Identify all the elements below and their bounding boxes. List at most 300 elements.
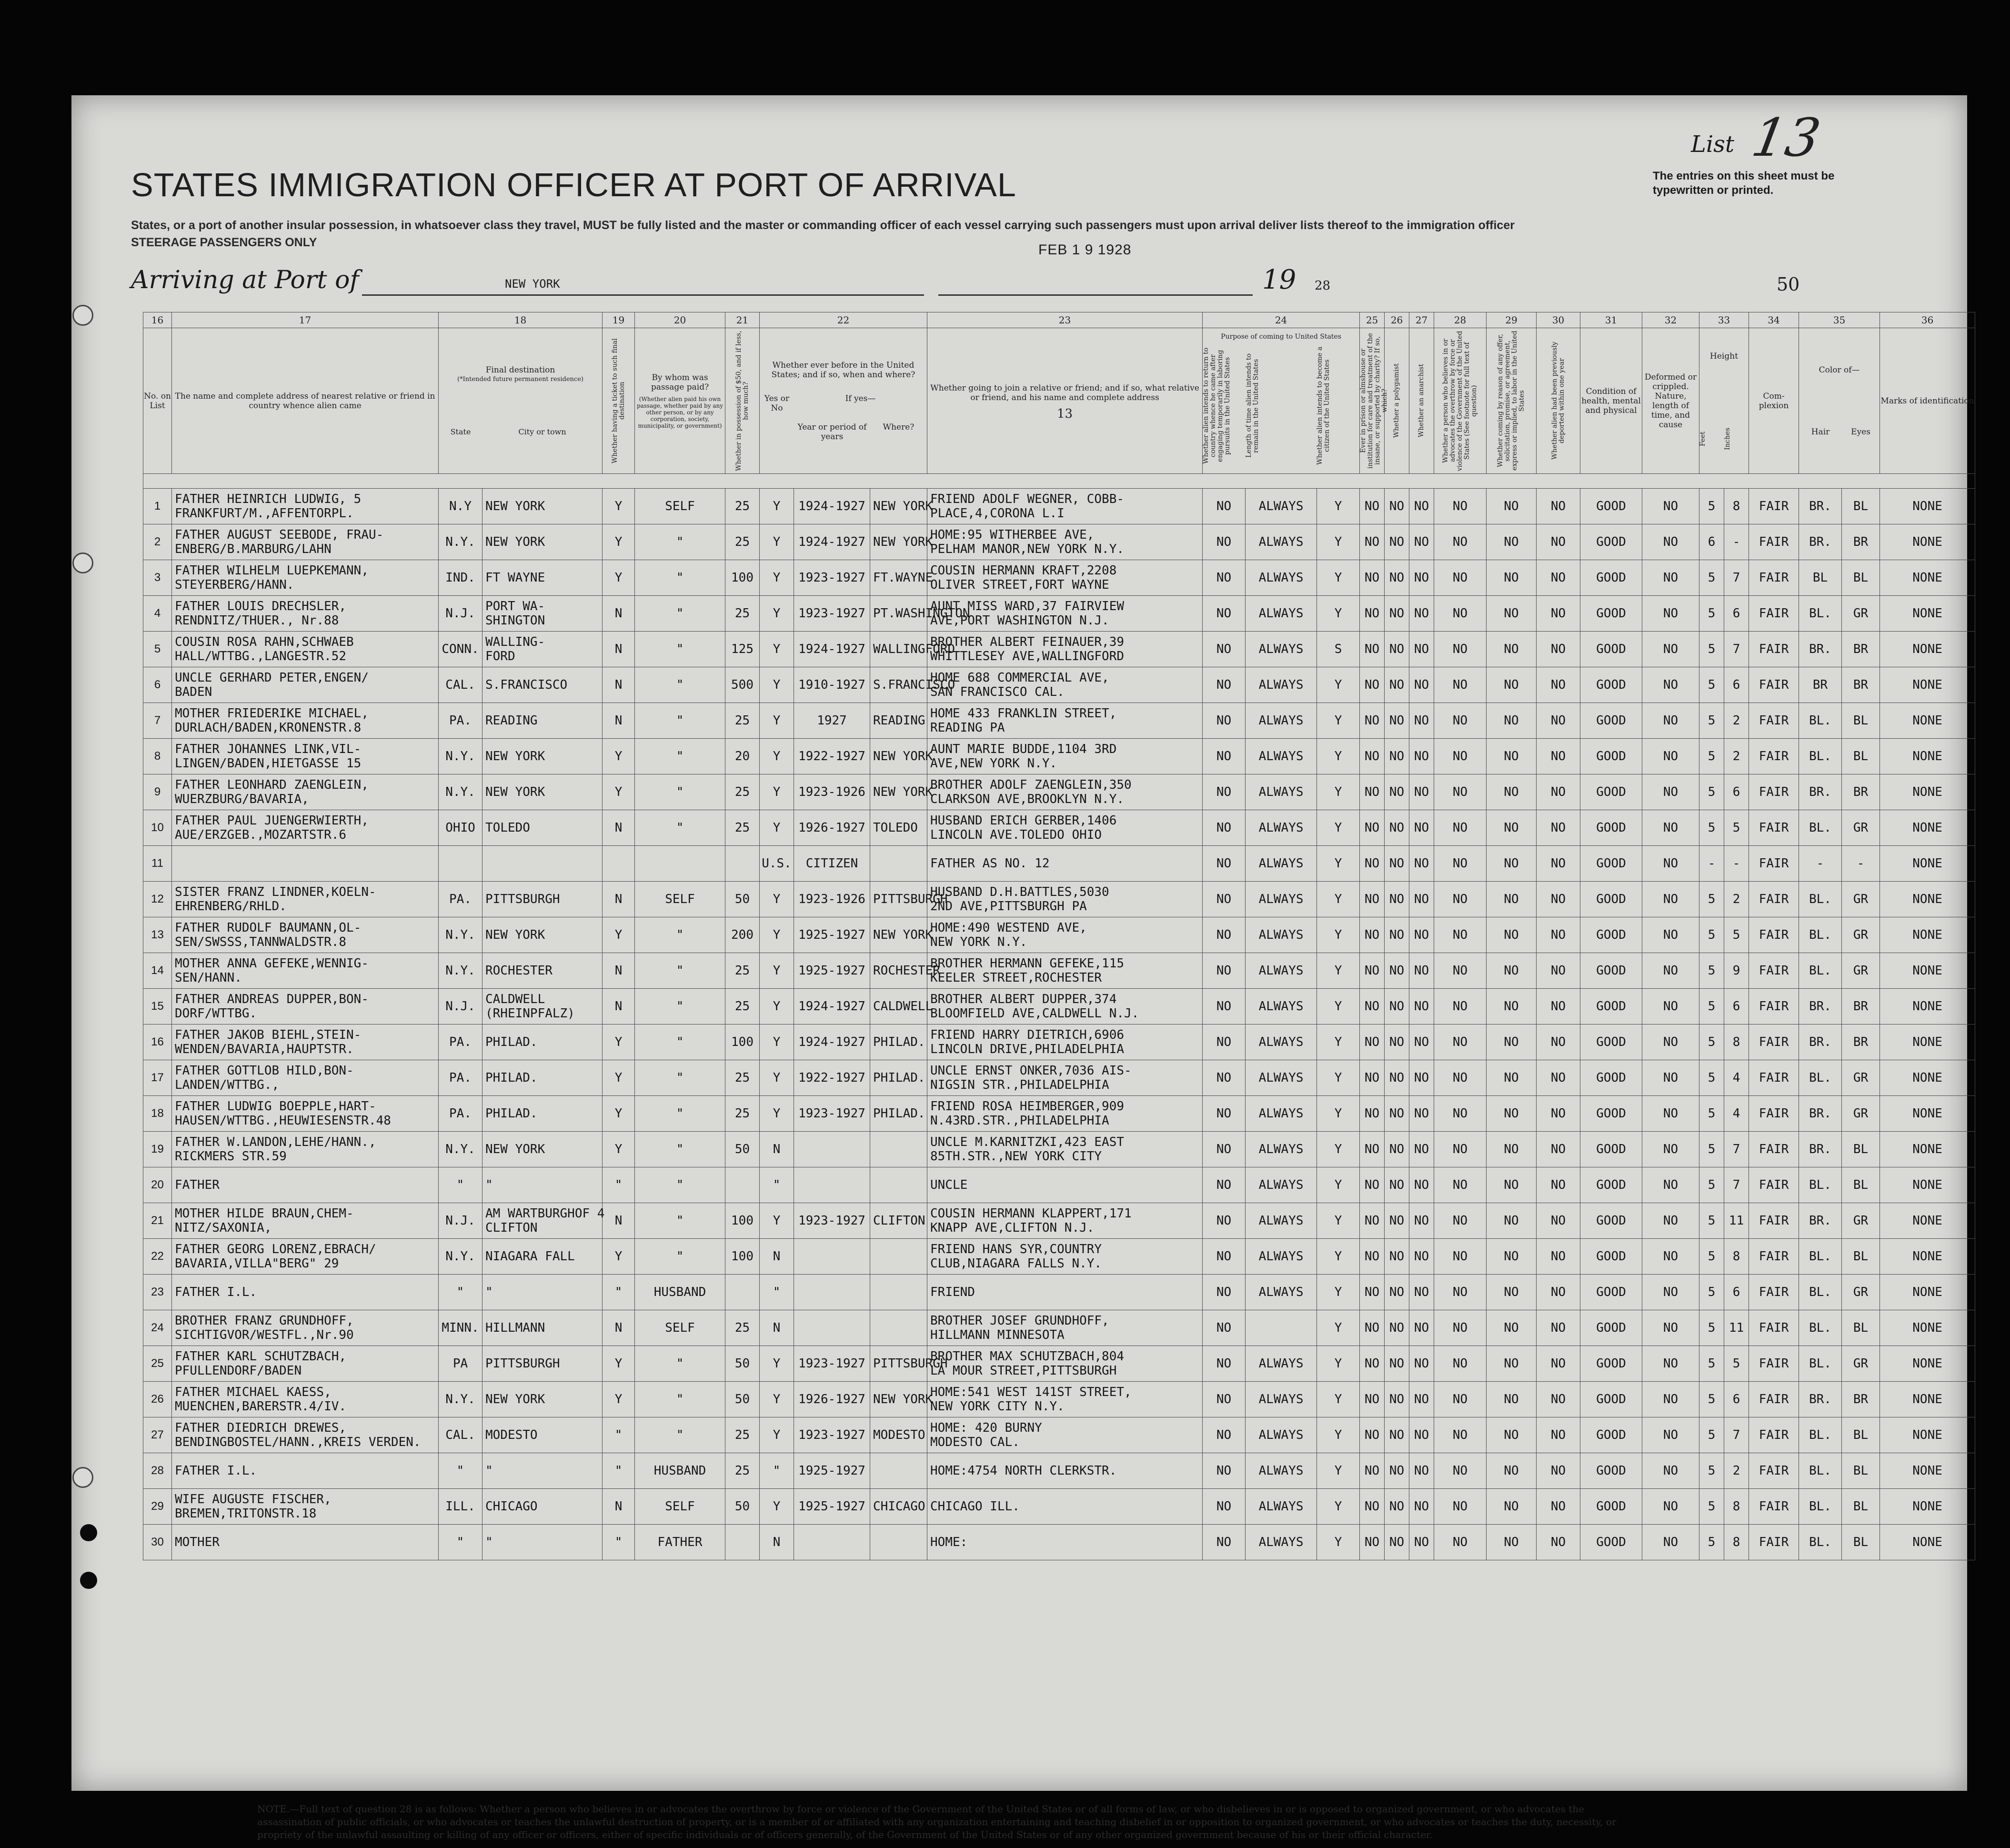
cell-hair-color: BR. [1799,1024,1842,1060]
cell-row-number: 28 [143,1453,172,1489]
cell-city-line-1: HILLMANN [485,1321,545,1335]
cell-before-years: 1924-1927 [794,989,870,1024]
cell-ticket: Y [603,489,635,524]
cell-passage-paid: " [635,1382,725,1417]
cell-state: CAL. [439,1417,482,1453]
cell-purpose-citizen: Y [1317,667,1360,703]
cell-purpose-citizen: Y [1317,1167,1360,1203]
cell-anarchist: NO [1409,1096,1434,1132]
cell-deported: NO [1537,917,1580,953]
colnum-19: 19 [603,312,635,328]
cell-deported: NO [1537,1239,1580,1275]
cell-joining-line-1: FRIEND HARRY DIETRICH,6906 [930,1028,1125,1042]
cell-joining [927,667,1203,703]
cell-purpose-length: ALWAYS [1246,1239,1317,1275]
cell-height-inches: 4 [1724,1096,1749,1132]
cell-promise: NO [1487,1060,1537,1096]
cell-ticket: N [603,596,635,632]
cell-city [482,1417,603,1453]
cell-joining-line-2: HILLMANN MINNESOTA [930,1328,1065,1342]
hdr-polygamist-text: Whether a polygamist [1393,363,1401,438]
cell-eye-color: GR [1842,917,1880,953]
table-row [143,1382,1975,1417]
cell-marks: NONE [1880,667,1975,703]
cell-before-years [794,1132,870,1167]
cell-before-years [794,1275,870,1310]
cell-joining-line-1: AUNT MARIE BUDDE,1104 3RD [930,742,1117,756]
cell-deported: NO [1537,989,1580,1024]
cell-before-where: MODESTO [870,1417,927,1453]
cell-hair-color: BL. [1799,1239,1842,1275]
cell-before-where: PITTSBURGH [870,882,927,917]
cell-joining-line-1: HUSBAND D.H.BATTLES,5030 [930,885,1109,899]
cell-polygamist: NO [1385,774,1409,810]
cell-city-line-1: NEW YORK [485,1142,545,1156]
cell-purpose-return: NO [1203,739,1246,774]
cell-city-line-2: FORD [485,649,515,663]
cell-money: 25 [725,810,760,846]
cell-complexion: FAIR [1749,1132,1799,1167]
cell-prison: NO [1360,1275,1385,1310]
cell-joining-line-2: READING PA [930,721,1005,735]
cell-hair-color: BR [1799,667,1842,703]
table-row [143,739,1975,774]
cell-nearest-relative [172,774,439,810]
cell-money: 100 [725,560,760,596]
cell-nearest-relative-line-2: EHRENBERG/RHLD. [175,899,287,914]
cell-complexion: FAIR [1749,1024,1799,1060]
cell-promise: NO [1487,810,1537,846]
cell-height-feet: 5 [1699,1167,1724,1203]
cell-eye-color: BL [1842,1417,1880,1453]
cell-promise: NO [1487,560,1537,596]
cell-city [482,1275,603,1310]
cell-row-number: 17 [143,1060,172,1096]
cell-promise: NO [1487,1239,1537,1275]
cell-passage-paid: " [635,1346,725,1382]
manifest-table [143,312,1975,1560]
cell-health: GOOD [1580,1096,1642,1132]
cell-state: N.Y. [439,739,482,774]
cell-nearest-relative [172,703,439,739]
cell-health: GOOD [1580,1346,1642,1382]
cell-money: 25 [725,1453,760,1489]
cell-purpose-length: ALWAYS [1246,1167,1317,1203]
cell-height-inches: 11 [1724,1310,1749,1346]
cell-joining [927,989,1203,1024]
cell-purpose-length: ALWAYS [1246,1453,1317,1489]
cell-hair-color: - [1799,846,1842,882]
cell-row-number: 12 [143,882,172,917]
cell-before-where: PHILAD. [870,1024,927,1060]
cell-eye-color: BL [1842,1525,1880,1560]
cell-purpose-citizen: Y [1317,560,1360,596]
cell-purpose-citizen: Y [1317,1417,1360,1453]
cell-promise: NO [1487,1167,1537,1203]
cell-purpose-length: ALWAYS [1246,1417,1317,1453]
cell-row-number: 7 [143,703,172,739]
cell-polygamist: NO [1385,882,1409,917]
cell-anarchist: NO [1409,667,1434,703]
cell-city [482,596,603,632]
cell-health: GOOD [1580,1525,1642,1560]
cell-row-number: 5 [143,632,172,667]
cell-complexion: FAIR [1749,810,1799,846]
cell-height-feet: 5 [1699,1453,1724,1489]
cell-money: 25 [725,989,760,1024]
cell-passage-paid: " [635,739,725,774]
cell-joining [927,1310,1203,1346]
cell-nearest-relative-line-1: FATHER DIEDRICH DREWES, [175,1421,347,1435]
cell-nearest-relative-line-2: FRANKFURT/M.,AFFENTORPL. [175,506,354,521]
cell-passage-paid: HUSBAND [635,1453,725,1489]
port-value: NEW YORK [505,277,560,291]
cell-purpose-return: NO [1203,560,1246,596]
cell-marks: NONE [1880,1203,1975,1239]
cell-purpose-length: ALWAYS [1246,560,1317,596]
cell-before-where: NEW YORK [870,774,927,810]
cell-prison: NO [1360,703,1385,739]
cell-state: PA. [439,1096,482,1132]
cell-passage-paid: FATHER [635,1525,725,1560]
cell-deported: NO [1537,1167,1580,1203]
cell-before-years: 1925-1927 [794,1489,870,1525]
colnum-36: 36 [1880,312,1975,328]
cell-city-line-1: " [485,1178,493,1192]
cell-city [482,1060,603,1096]
cell-hair-color: BL. [1799,703,1842,739]
cell-row-number: 4 [143,596,172,632]
cell-eye-color: BR [1842,1024,1880,1060]
cell-deformed: NO [1642,1382,1699,1417]
cell-money: 25 [725,703,760,739]
hdr-prison [1359,328,1389,474]
cell-joining [927,1382,1203,1417]
page-count: 50 [1777,274,1800,295]
cell-city [482,1489,603,1525]
cell-purpose-length: ALWAYS [1246,1275,1317,1310]
cell-overthrow: NO [1434,953,1487,989]
cell-purpose-length: ALWAYS [1246,739,1317,774]
cell-before-years [794,1525,870,1560]
cell-marks: NONE [1880,846,1975,882]
cell-joining-line-2: N.43RD.STR.,PHILADELPHIA [930,1114,1109,1128]
cell-joining-line-1: BROTHER ALBERT DUPPER,374 [930,992,1117,1006]
cell-promise: NO [1487,1310,1537,1346]
cell-eye-color: GR [1842,1060,1880,1096]
cell-city [482,882,603,917]
cell-hair-color: BL. [1799,1346,1842,1382]
cell-eye-color: GR [1842,1203,1880,1239]
cell-overthrow: NO [1434,703,1487,739]
cell-money: 50 [725,1489,760,1525]
cell-ticket: Y [603,1024,635,1060]
cell-polygamist: NO [1385,1525,1409,1560]
cell-eye-color: BL [1842,1167,1880,1203]
cell-joining-line-1: HOME 688 COMMERCIAL AVE, [930,671,1109,685]
cell-deported: NO [1537,489,1580,524]
cell-eye-color: BL [1842,703,1880,739]
cell-city-line-2: CLIFTON [485,1221,538,1235]
cell-prison: NO [1360,846,1385,882]
cell-height-feet: 5 [1699,989,1724,1024]
cell-polygamist: NO [1385,632,1409,667]
cell-deformed: NO [1642,632,1699,667]
cell-ticket: Y [603,1239,635,1275]
cell-eye-color: BL [1842,1489,1880,1525]
cell-nearest-relative-line-2: LINGEN/BADEN,HIETGASSE 15 [175,756,362,771]
cell-purpose-citizen: Y [1317,524,1360,560]
cell-city-line-1: PHILAD. [485,1106,538,1121]
cell-complexion: FAIR [1749,489,1799,524]
cell-health: GOOD [1580,739,1642,774]
cell-height-feet: 5 [1699,560,1724,596]
cell-purpose-length: ALWAYS [1246,596,1317,632]
cell-money: 25 [725,953,760,989]
hdr-promise [1487,328,1537,474]
cell-state: ILL. [439,1489,482,1525]
date-underline [938,294,1253,296]
year-prefix: 19 [1262,264,1296,295]
cell-complexion: FAIR [1749,917,1799,953]
cell-nearest-relative-line-1: FATHER KARL SCHUTZBACH, [175,1349,347,1364]
hdr-anarchist [1409,328,1434,474]
hdr-inches: Inches [1723,428,1731,450]
cell-nearest-relative [172,846,439,882]
binder-hole [72,1467,93,1488]
cell-height-feet: 5 [1699,1203,1724,1239]
cell-nearest-relative-line-2: WENDEN/BAVARIA,HAUPTSTR. [175,1042,354,1056]
cell-ticket: " [603,1167,635,1203]
cell-polygamist: NO [1385,1382,1409,1417]
cell-joining-line-2: NEW YORK N.Y. [930,935,1027,949]
cell-anarchist: NO [1409,489,1434,524]
hdr-before-us-title: Whether ever before in the United States; and if so, when and where? [771,360,915,380]
cell-deported: NO [1537,774,1580,810]
cell-promise: NO [1487,1024,1537,1060]
cell-city-line-1: NEW YORK [485,535,545,549]
cell-state: N.J. [439,989,482,1024]
cell-purpose-return: NO [1203,917,1246,953]
cell-purpose-length: ALWAYS [1246,1060,1317,1096]
cell-anarchist: NO [1409,917,1434,953]
cell-anarchist: NO [1409,703,1434,739]
hdr-no-on-list: No. on List [143,328,172,474]
cell-marks: NONE [1880,1417,1975,1453]
cell-state: IND. [439,560,482,596]
cell-purpose-citizen: Y [1317,1239,1360,1275]
page-title: STATES IMMIGRATION OFFICER AT PORT OF ARRIVAL [131,166,1016,203]
cell-prison: NO [1360,774,1385,810]
cell-height-inches: 6 [1724,1275,1749,1310]
cell-purpose-length: ALWAYS [1246,953,1317,989]
cell-before-years [794,1167,870,1203]
cell-ticket: Y [603,1382,635,1417]
cell-city-line-1: CALDWELL [485,992,545,1006]
cell-purpose-return: NO [1203,489,1246,524]
cell-joining [927,1203,1203,1239]
cell-nearest-relative [172,1489,439,1525]
cell-eye-color: GR [1842,810,1880,846]
cell-money: 25 [725,1417,760,1453]
cell-marks: NONE [1880,1489,1975,1525]
cell-overthrow: NO [1434,1417,1487,1453]
cell-before-yes-no: Y [760,1417,794,1453]
cell-deformed: NO [1642,1167,1699,1203]
cell-nearest-relative [172,1310,439,1346]
cell-nearest-relative-line-2: SEN/HANN. [175,971,242,985]
cell-prison: NO [1360,524,1385,560]
cell-nearest-relative-line-1: BROTHER FRANZ GRUNDHOFF, [175,1314,354,1328]
table-row [143,846,1975,882]
cell-joining-line-2: OLIVER STREET,FORT WAYNE [930,578,1109,592]
cell-prison: NO [1360,1132,1385,1167]
table-row [143,1310,1975,1346]
cell-health: GOOD [1580,1275,1642,1310]
cell-passage-paid: SELF [635,882,725,917]
cell-before-yes-no: " [760,1167,794,1203]
cell-row-number: 10 [143,810,172,846]
hdr-money-text: Whether in possession of $50, and if less, how much? [734,331,750,471]
cell-marks: NONE [1880,1132,1975,1167]
cell-marks: NONE [1880,1310,1975,1346]
cell-polygamist: NO [1385,917,1409,953]
cell-purpose-length: ALWAYS [1246,917,1317,953]
cell-anarchist: NO [1409,989,1434,1024]
cell-anarchist: NO [1409,739,1434,774]
cell-before-where: PITTSBURGH [870,1346,927,1382]
cell-marks: NONE [1880,917,1975,953]
cell-city-line-1: MODESTO [485,1428,538,1442]
cell-prison: NO [1360,667,1385,703]
cell-before-yes-no: Y [760,774,794,810]
cell-before-where: ROCHESTER [870,953,927,989]
cell-joining [927,1453,1203,1489]
cell-before-years: 1927 [794,703,870,739]
cell-city [482,917,603,953]
cell-state: PA. [439,1060,482,1096]
cell-money: 50 [725,1382,760,1417]
cell-purpose-length: ALWAYS [1246,1024,1317,1060]
cell-nearest-relative-line-2: AUE/ERZGEB.,MOZARTSTR.6 [175,828,347,842]
cell-hair-color: BL. [1799,953,1842,989]
cell-before-yes-no: Y [760,953,794,989]
cell-state: CONN. [439,632,482,667]
cell-deported: NO [1537,1024,1580,1060]
cell-purpose-return: NO [1203,1453,1246,1489]
cell-city [482,1203,603,1239]
cell-deformed: NO [1642,774,1699,810]
cell-joining-line-1: BROTHER JOSEF GRUNDHOFF, [930,1314,1109,1328]
cell-purpose-length: ALWAYS [1246,810,1317,846]
cell-city [482,489,603,524]
cell-ticket: Y [603,1346,635,1382]
cell-anarchist: NO [1409,1453,1434,1489]
cell-money: 500 [725,667,760,703]
cell-eye-color: GR [1842,1346,1880,1382]
cell-ticket: N [603,989,635,1024]
cell-before-where: PT.WASHINGTON [870,596,927,632]
cell-city-line-1: ROCHESTER [485,964,553,978]
cell-purpose-citizen: Y [1317,1489,1360,1525]
cell-nearest-relative [172,810,439,846]
cell-eye-color: BL [1842,560,1880,596]
cell-nearest-relative-line-1: FATHER LOUIS DRECHSLER, [175,599,347,613]
cell-promise: NO [1487,1417,1537,1453]
cell-prison: NO [1360,1310,1385,1346]
cell-city-line-1: TOLEDO [485,821,530,835]
cell-nearest-relative-line-1: MOTHER ANNA GEFEKE,WENNIG- [175,956,369,971]
cell-city-line-1: PITTSBURGH [485,1356,560,1371]
cell-height-inches: - [1724,846,1749,882]
cell-prison: NO [1360,1024,1385,1060]
cell-prison: NO [1360,632,1385,667]
cell-overthrow: NO [1434,1096,1487,1132]
cell-nearest-relative-line-1: FATHER WILHELM LUEPKEMANN, [175,563,369,578]
cell-before-years: 1923-1927 [794,596,870,632]
cell-deformed: NO [1642,1096,1699,1132]
cell-ticket: N [603,953,635,989]
cell-overthrow: NO [1434,560,1487,596]
cell-ticket: Y [603,560,635,596]
cell-complexion: FAIR [1749,1453,1799,1489]
table-row [143,917,1975,953]
cell-purpose-return: NO [1203,774,1246,810]
cell-passage-paid: " [635,1203,725,1239]
hdr-city: City or town [518,427,566,436]
cell-anarchist: NO [1409,1132,1434,1167]
cell-money: 25 [725,1310,760,1346]
cell-city [482,810,603,846]
cell-eye-color: BL [1842,739,1880,774]
cell-nearest-relative [172,1275,439,1310]
cell-city-line-1: NEW YORK [485,785,545,799]
cell-city-line-1: PHILAD. [485,1035,538,1049]
cell-joining-line-1: AUNT MISS WARD,37 FAIRVIEW [930,599,1125,613]
cell-city [482,1310,603,1346]
cell-city [482,989,603,1024]
cell-city [482,1024,603,1060]
cell-overthrow: NO [1434,1489,1487,1525]
cell-marks: NONE [1880,1525,1975,1560]
cell-deformed: NO [1642,1525,1699,1560]
cell-nearest-relative [172,1346,439,1382]
cell-purpose-return: NO [1203,1346,1246,1382]
cell-joining [927,1346,1203,1382]
cell-joining-line-1: UNCLE [930,1178,968,1192]
cell-before-years: 1910-1927 [794,667,870,703]
cell-passage-paid: " [635,1132,725,1167]
cell-complexion: FAIR [1749,1275,1799,1310]
hdr-final-destination-note: (*Intended future permanent residence) [457,375,583,383]
hdr-where: Where? [883,422,915,432]
cell-height-inches: 8 [1724,1525,1749,1560]
cell-passage-paid: " [635,560,725,596]
cell-ticket: " [603,1525,635,1560]
cell-state: N.Y. [439,1382,482,1417]
cell-complexion: FAIR [1749,774,1799,810]
cell-purpose-citizen: Y [1317,810,1360,846]
cell-before-years: 1924-1927 [794,632,870,667]
cell-before-years: 1923-1927 [794,1096,870,1132]
hdr-passage-paid-title: By whom was passage paid? [651,372,709,392]
cell-state: N.Y. [439,1239,482,1275]
cell-purpose-return: NO [1203,1382,1246,1417]
cell-deported: NO [1537,1382,1580,1417]
table-row [143,1024,1975,1060]
cell-promise: NO [1487,917,1537,953]
cell-nearest-relative-line-1: FATHER GEORG LORENZ,EBRACH/ [175,1242,376,1256]
